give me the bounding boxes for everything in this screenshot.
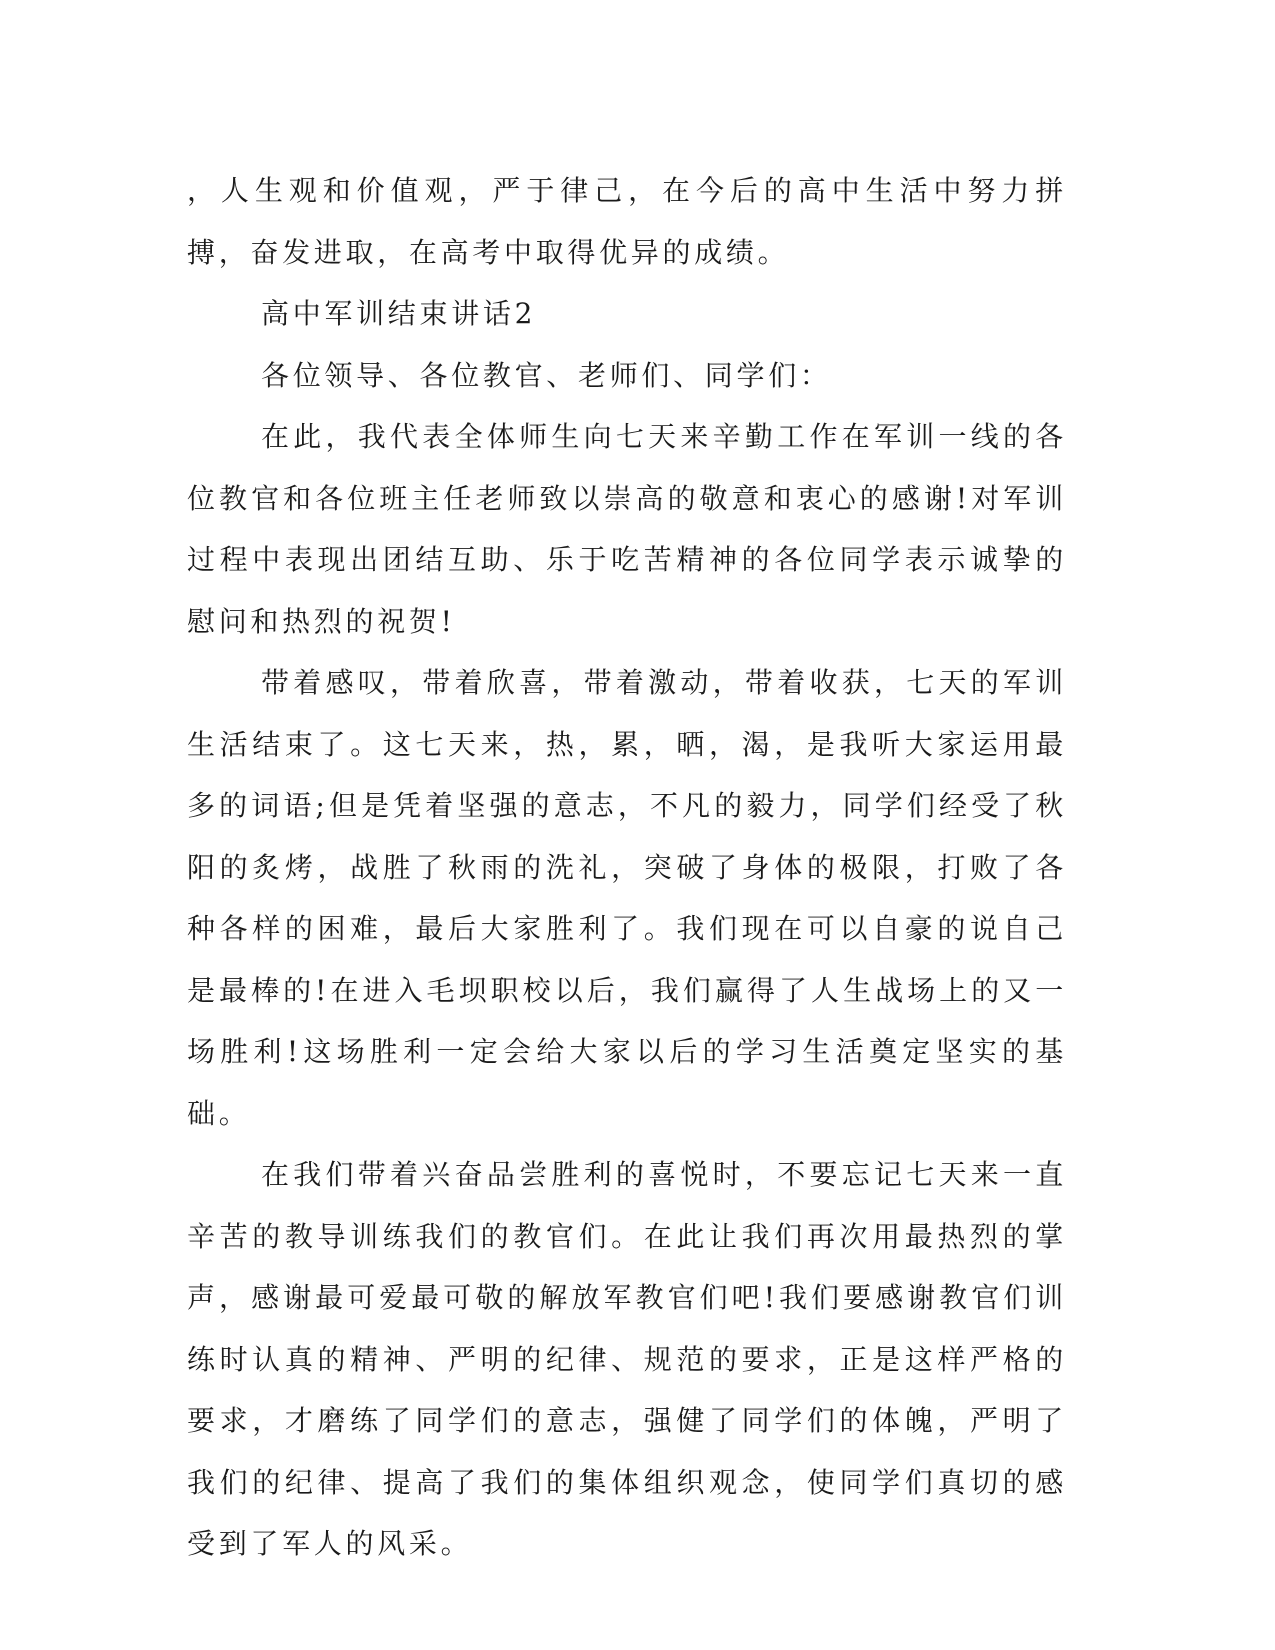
paragraph: 在此，我代表全体师生向七天来辛勤工作在军训一线的各位教官和各位班主任老师致以崇高的敬意和衷心的感谢!对军训过程中表现出团结互助、乐于吃苦精神的各位同学表示诚挚的慰问和热烈的祝贺! [187,420,1067,638]
section-heading: 高中军训结束讲话2 [261,297,537,330]
paragraph-continuation: ，人生观和价值观，严于律己，在今后的高中生活中努力拼搏，奋发进取，在高考中取得优异的成绩。 [187,174,1067,269]
salutation: 各位领导、各位教官、老师们、同学们： [261,358,832,392]
paragraph: 在我们带着兴奋品尝胜利的喜悦时，不要忘记七天来一直辛苦的教导训练我们的教官们。在此让我们再次用最热烈的掌声，感谢最可爱最可敬的解放军教官们吧!我们要感谢教官们训练时认真的精神、严明的纪律、规范的要求，正是这样严格的要求，才磨练了同学们的意志，强健了同学们的体魄，严明了我们的纪律、提高了我们的集体组织观念，使同学们真切的感受到了军人的风采。 [187,1158,1067,1560]
document-body [187,160,1067,1575]
paragraph: 带着感叹，带着欣喜，带着激动，带着收获，七天的军训生活结束了。这七天来，热，累，晒，渴，是我听大家运用最多的词语;但是凭着坚强的意志，不凡的毅力，同学们经受了秋阳的炙烤，战胜了秋雨的洗礼，突破了身体的极限，打败了各种各样的困难，最后大家胜利了。我们现在可以自豪的说自己是最棒的!在进入毛坝职校以后，我们赢得了人生战场上的又一场胜利!这场胜利一定会给大家以后的学习生活奠定坚实的基础。 [187,666,1067,1130]
